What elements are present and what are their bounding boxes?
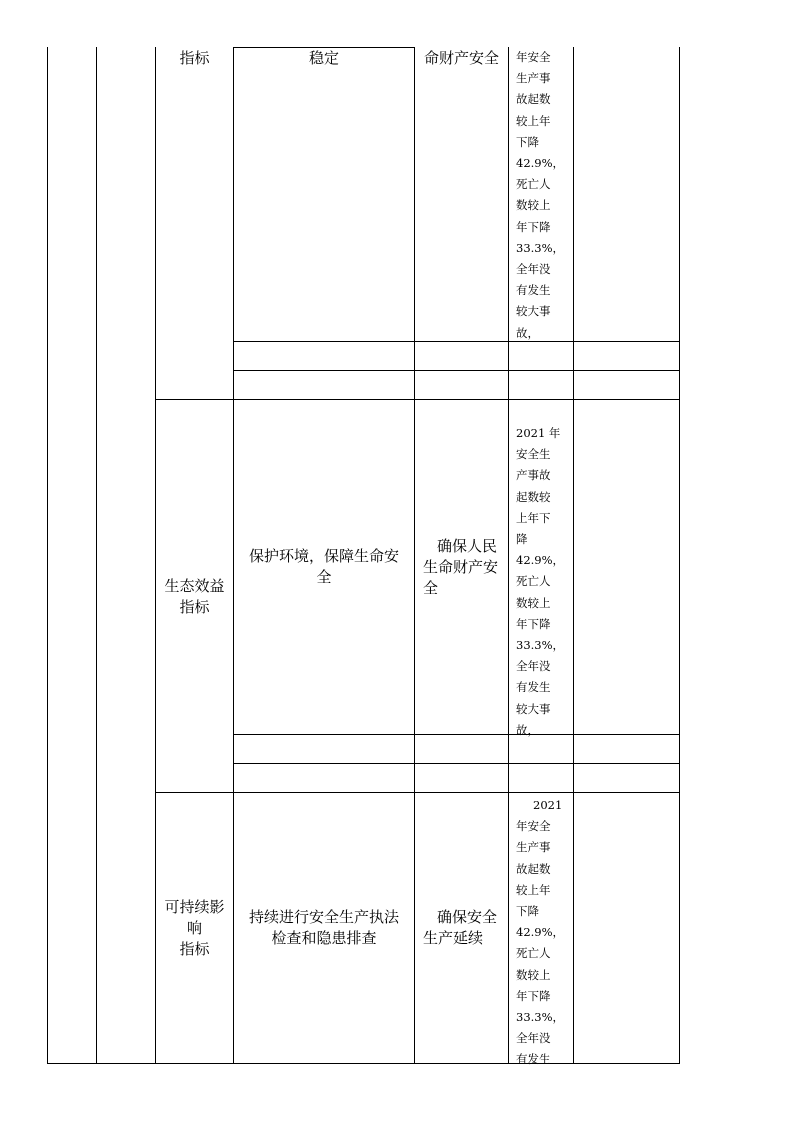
value-line: 年下降 xyxy=(516,988,551,1003)
content-text: 持续进行安全生产执法 xyxy=(248,908,399,926)
value-line: 下降 xyxy=(516,904,539,919)
value-line: 全年没 xyxy=(516,1031,551,1046)
category-label: 指标 xyxy=(179,939,210,958)
column-divider-6 xyxy=(573,47,574,1064)
value-line: 数较上 xyxy=(516,595,551,610)
goal-text: 确保安全 xyxy=(437,908,498,926)
goal-text: 生命财产安 xyxy=(423,557,499,576)
value-line: 起数较 xyxy=(516,489,551,504)
value-line: 2021 年 xyxy=(516,426,561,440)
content-cell xyxy=(234,793,414,1063)
category-cell xyxy=(156,793,233,1063)
value-line: 42.9%， xyxy=(516,156,565,171)
category-label: 响 xyxy=(186,918,202,937)
value-line: 产事故 xyxy=(516,468,551,483)
content-cell xyxy=(234,400,414,734)
goal-cell xyxy=(415,48,508,78)
category-label: 生态效益 xyxy=(164,576,225,595)
goal-text: 生产延续 xyxy=(423,929,484,947)
value-line: 较上年 xyxy=(516,113,551,128)
table-border-left xyxy=(47,47,48,1064)
value-line: 故起数 xyxy=(516,92,551,107)
value-line: 数较上 xyxy=(516,967,551,982)
value-line: 年下降 xyxy=(516,616,551,631)
value-line: 较大事 xyxy=(516,304,551,319)
value-line: 上年下 xyxy=(516,510,551,525)
value-line: 有发生 xyxy=(516,283,551,298)
value-cell xyxy=(516,423,572,741)
table-border-right xyxy=(679,47,680,1064)
content-text: 全 xyxy=(316,568,332,586)
value-line: 故， xyxy=(516,722,539,737)
value-line: 生产事 xyxy=(516,71,551,86)
value-line: 有发生 xyxy=(516,1052,551,1067)
row-divider xyxy=(233,763,680,764)
goal-text: 确保人民 xyxy=(437,536,498,555)
category-label: 指标 xyxy=(179,49,210,67)
value-line: 故起数 xyxy=(516,861,551,876)
value-line: 数较上 xyxy=(516,198,551,213)
value-line: 死亡人 xyxy=(516,574,551,589)
value-line: 年安全 xyxy=(516,50,551,64)
value-line: 33.3%， xyxy=(516,240,565,255)
column-divider-1 xyxy=(96,47,97,1064)
category-label: 指标 xyxy=(179,597,210,616)
row-divider xyxy=(233,341,680,342)
goal-text: 全 xyxy=(423,578,439,597)
goal-cell xyxy=(415,793,508,1063)
value-line: 安全生 xyxy=(516,447,551,462)
content-text: 检查和隐患排查 xyxy=(271,929,377,947)
value-line: 全年没 xyxy=(516,659,551,674)
value-line: 42.9%， xyxy=(516,925,565,940)
goal-cell xyxy=(415,400,508,734)
category-label: 可持续影 xyxy=(164,897,225,916)
value-cell xyxy=(516,47,572,344)
column-divider-5 xyxy=(508,47,509,1064)
value-line: 较大事 xyxy=(516,701,551,716)
row-divider xyxy=(233,370,680,371)
value-line: 2021 xyxy=(533,798,563,812)
value-line: 年安全 xyxy=(516,819,551,834)
value-line: 下降 xyxy=(516,134,539,149)
value-line: 42.9%， xyxy=(516,553,565,568)
table-border-bottom xyxy=(47,1063,680,1064)
category-cell xyxy=(156,48,233,78)
value-cell xyxy=(516,795,572,1071)
row-divider xyxy=(233,734,680,735)
value-line: 有发生 xyxy=(516,680,551,695)
value-line: 33.3%， xyxy=(516,1010,565,1025)
category-cell xyxy=(156,400,233,793)
value-line: 故， xyxy=(516,325,539,340)
content-text: 稳定 xyxy=(308,49,339,67)
goal-text: 命财产安全 xyxy=(423,49,499,67)
value-line: 降 xyxy=(516,532,528,547)
value-line: 死亡人 xyxy=(516,177,551,192)
content-cell xyxy=(234,48,414,78)
value-line: 33.3%， xyxy=(516,638,565,653)
value-line: 生产事 xyxy=(516,840,551,855)
content-text: 保护环境，保障生命安 xyxy=(248,547,399,565)
value-line: 全年没 xyxy=(516,262,551,277)
value-line: 较上年 xyxy=(516,882,551,897)
value-line: 年下降 xyxy=(516,219,551,234)
value-line: 死亡人 xyxy=(516,946,551,961)
